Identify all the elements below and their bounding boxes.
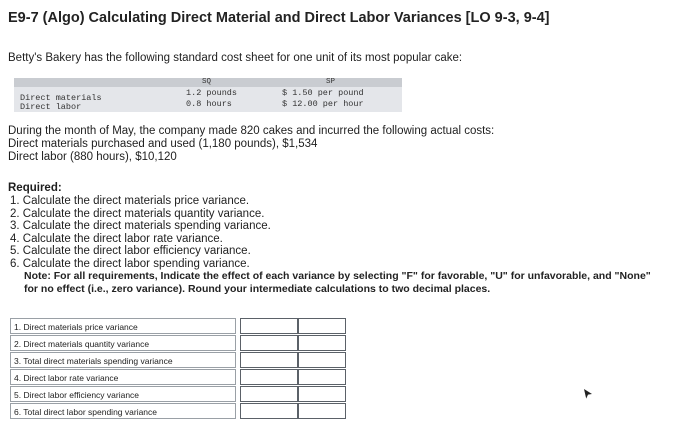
std-row-sp: $ 1.50 per pound [282,88,364,98]
std-row-sq: 1.2 pounds [186,88,238,98]
instructions-note [24,270,651,296]
note-line: for no effect (i.e., zero variance). Round your intermediate calculations to two decimal places. [24,283,491,295]
answer-row-label: 6. Total direct labor spending variance [10,403,236,419]
std-header-sp: SP [326,78,336,86]
narrative-line: Direct labor (880 hours), $10,120 [8,151,177,163]
variance-effect-select[interactable] [298,318,346,334]
variance-effect-select[interactable] [298,403,346,419]
variance-amount-input[interactable] [240,369,298,385]
variance-effect-select[interactable] [298,386,346,402]
variance-amount-input[interactable] [240,352,298,368]
required-item: 1. Calculate the direct materials price variance. [10,195,250,207]
variance-effect-select[interactable] [298,335,346,351]
answer-row-label: 3. Total direct materials spending variance [10,352,236,368]
mouse-cursor-icon [582,388,594,400]
required-item: 2. Calculate the direct materials quantity variance. [10,207,265,220]
variance-effect-select[interactable] [298,352,346,368]
narrative-line: During the month of May, the company made 820 cakes and incurred the following actual costs: [8,125,495,137]
actual-costs-text [8,125,494,164]
std-table-header [14,78,402,87]
variance-amount-input[interactable] [240,318,298,334]
std-row-sp: $ 12.00 per hour [282,99,364,109]
note-line: Note: For all requirements, Indicate the effect of each variance by selecting "F" for favorable, "U" for unfavorable, and "None" [24,270,651,282]
std-row-label: Direct labor [20,102,82,112]
answer-row-label: 2. Direct materials quantity variance [10,335,236,351]
variance-amount-input[interactable] [240,335,298,351]
variance-amount-input[interactable] [240,386,298,402]
narrative-line: Direct materials purchased and used (1,180 pounds), $1,534 [8,138,318,150]
required-item: 5. Calculate the direct labor efficiency variance. [10,245,251,258]
intro-text: Betty's Bakery has the following standard cost sheet for one unit of its most popular cake: [8,52,463,64]
problem-title: E9-7 (Algo) Calculating Direct Material and Direct Labor Variances [LO 9-3, 9-4] [8,10,550,26]
required-item: 3. Calculate the direct materials spending variance. [10,220,271,233]
variance-effect-select[interactable] [298,369,346,385]
std-row-sq: 0.8 hours [186,99,232,109]
answer-row-label: 5. Direct labor efficiency variance [10,386,236,402]
required-list [8,182,271,271]
required-item: 6. Calculate the direct labor spending variance. [10,257,250,270]
std-table-body [14,87,402,112]
answer-row-label: 1. Direct materials price variance [10,318,236,334]
answer-row-label: 4. Direct labor rate variance [10,369,236,385]
required-item: 4. Calculate the direct labor rate variance. [10,232,223,245]
std-row-label: Direct materials [20,93,102,103]
std-header-sq: SQ [202,78,212,86]
standard-cost-sheet [14,78,402,112]
variance-amount-input[interactable] [240,403,298,419]
required-heading: Required: [8,182,62,194]
